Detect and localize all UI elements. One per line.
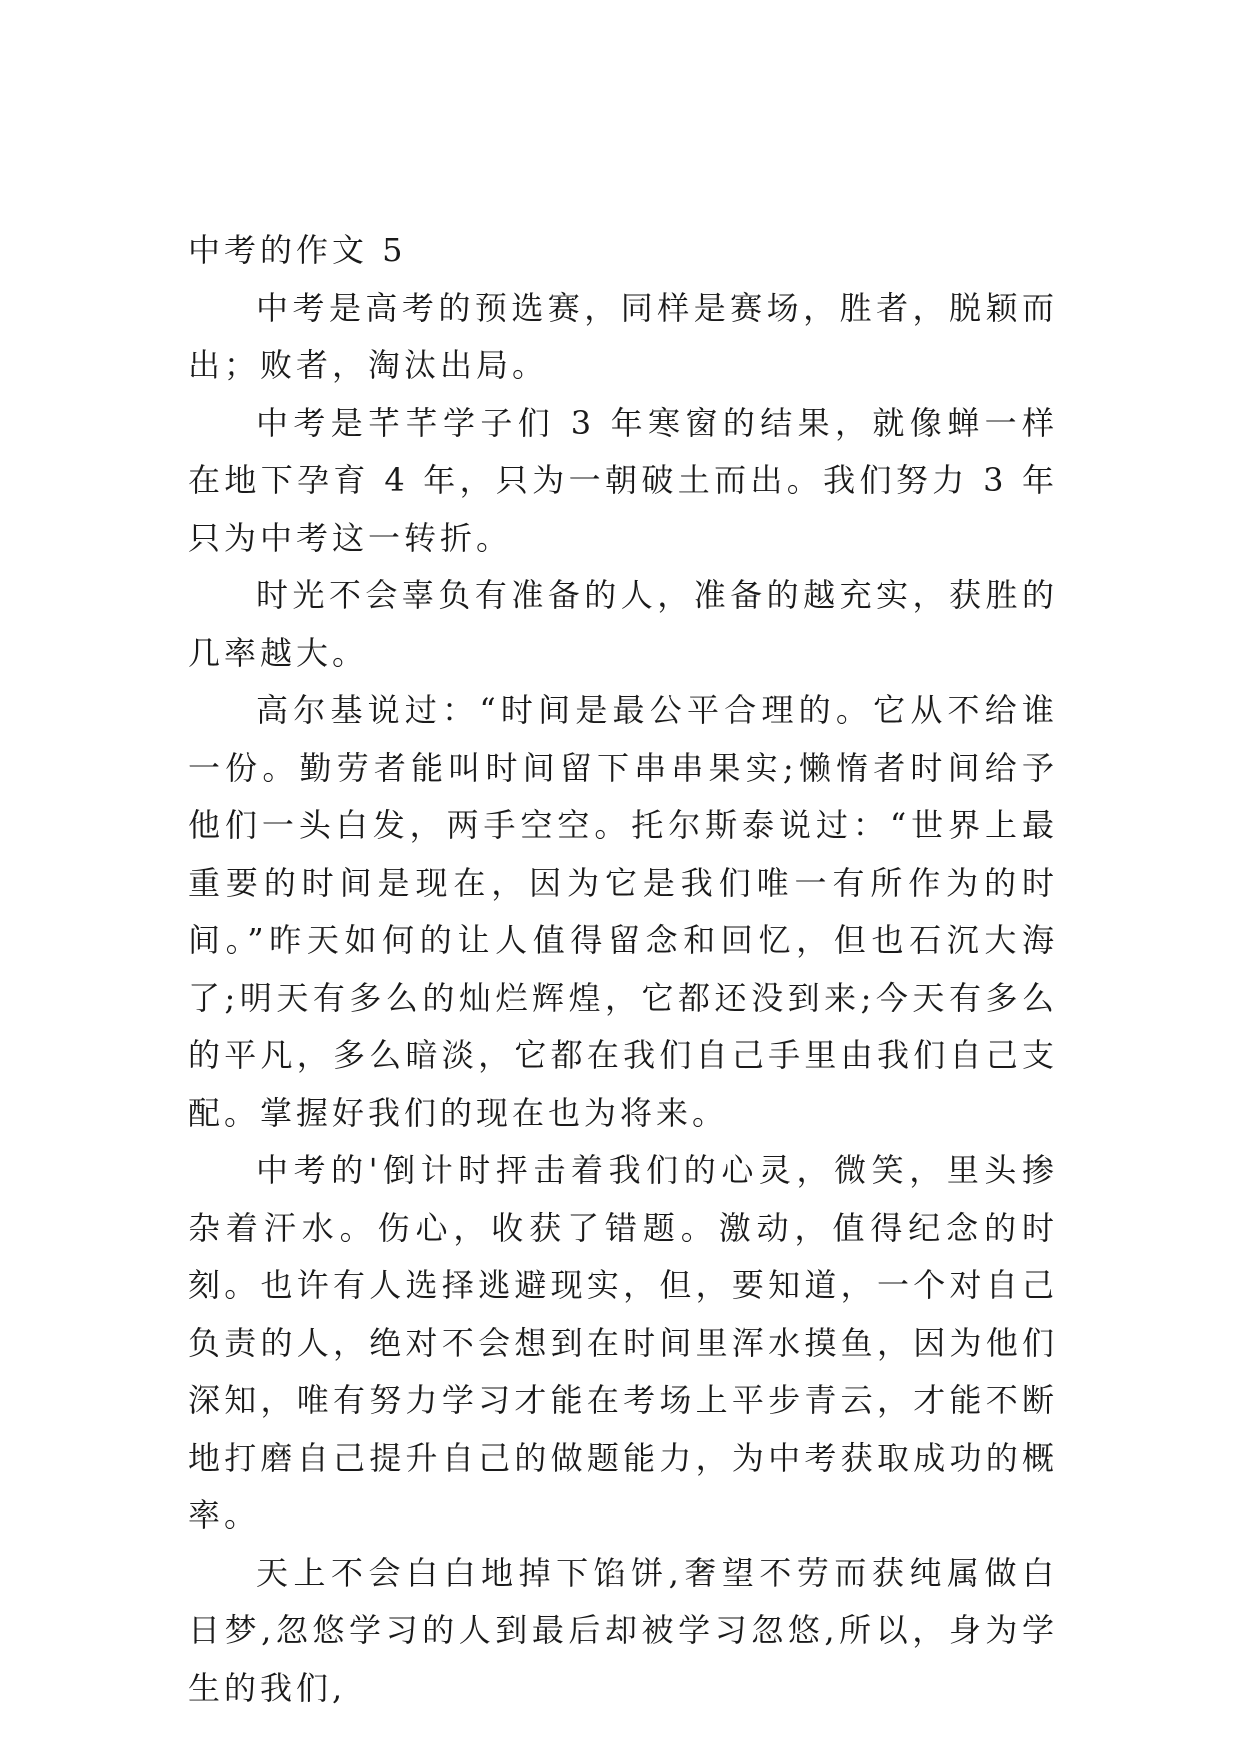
document-body bbox=[188, 222, 1058, 1717]
paragraph-4: 高尔基说过：“时间是最公平合理的。它从不给谁一份。勤劳者能叫时间留下串串果实;懒惰者时间给予他们一头白发，两手空空。托尔斯泰说过：“世界上最重要的时间是现在，因为它是我们唯一有所作为的时间。”昨天如何的让人值得留念和回忆，但也石沉大海了;明天有多么的灿烂辉煌，它都还没到来;今天有多么的平凡，多么暗淡，它都在我们自己手里由我们自己支配。掌握好我们的现在也为将来。 bbox=[188, 691, 1058, 1132]
paragraph-5: 中考的'倒计时抨击着我们的心灵，微笑，里头掺杂着汗水。伤心，收获了错题。激动，值得纪念的时刻。也许有人选择逃避现实，但，要知道，一个对自己负责的人，绝对不会想到在时间里浑水摸鱼，因为他们深知，唯有努力学习才能在考场上平步青云，才能不断地打磨自己提升自己的做题能力，为中考获取成功的概率。 bbox=[188, 1151, 1058, 1534]
paragraph-1: 中考是高考的预选赛，同样是赛场，胜者，脱颖而出；败者，淘汰出局。 bbox=[188, 288, 1058, 384]
paragraph-2: 中考是芊芊学子们 3 年寒窗的结果，就像蝉一样在地下孕育 4 年，只为一朝破土而出。我们努力 3 年只为中考这一转折。 bbox=[188, 403, 1058, 557]
document-title: 中考的作文 5 bbox=[188, 231, 407, 269]
paragraph-3: 时光不会辜负有准备的人，准备的越充实，获胜的几率越大。 bbox=[188, 576, 1058, 672]
paragraph-6: 天上不会白白地掉下馅饼,奢望不劳而获纯属做白日梦,忽悠学习的人到最后却被学习忽悠,所以，身为学生的我们, bbox=[188, 1553, 1058, 1707]
